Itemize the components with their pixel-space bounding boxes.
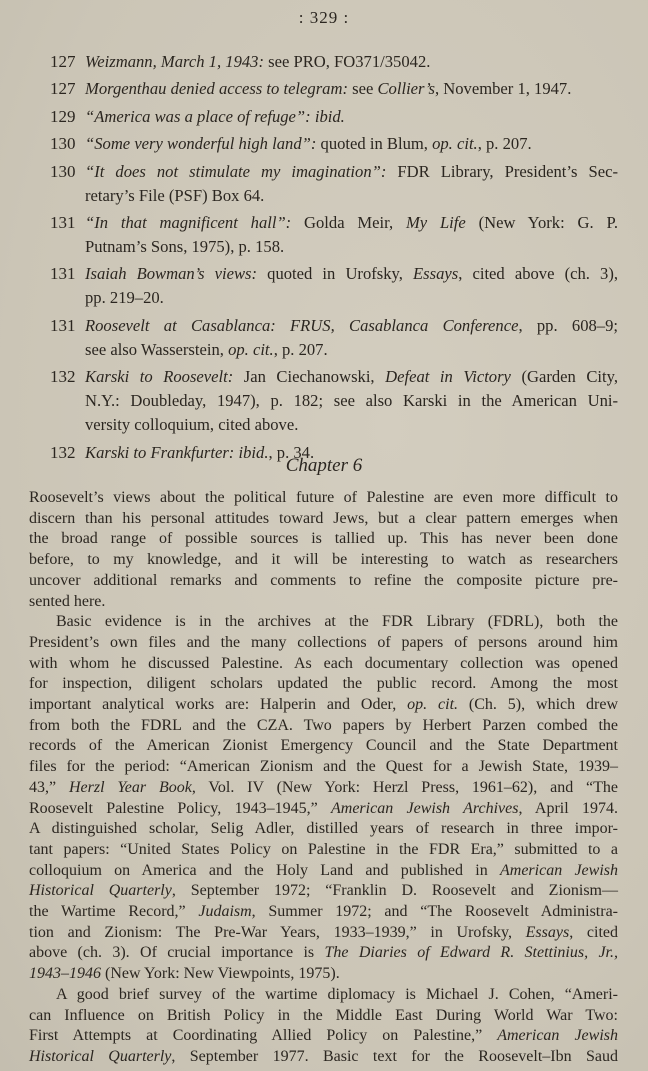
text-line: [85, 160, 618, 184]
note-page-ref: 129: [50, 106, 76, 126]
text-segment: important analytical works are: Halperin and Oder,: [29, 696, 408, 714]
text-segment: above (ch. 3). Of crucial importance is: [29, 944, 325, 962]
text-segment: , Vol. IV (New York: Herzl Press, 1961–62), and “The: [191, 778, 619, 796]
text-line: [29, 1026, 618, 1047]
italic-text: Karski to Frankfurter:: [85, 442, 235, 462]
note-page-ref: 131: [50, 264, 76, 284]
note-page-ref: 127: [50, 52, 76, 71]
chapter-heading: Chapter 6: [285, 455, 363, 476]
text-segment: see PRO, FO371/35042.: [263, 52, 431, 71]
note-entry: [50, 50, 618, 74]
text-segment: pp. 219–20.: [85, 288, 164, 308]
text-line: [29, 1047, 618, 1068]
text-segment: Basic evidence is in the archives at the FDR Library (FDRL), both the: [56, 613, 618, 631]
text-segment: from both the FDRL and the CZA. Two papers by Herbert Parzen combed the: [29, 716, 618, 734]
text-segment: President’s own files and the many collections of papers of persons around him: [29, 633, 618, 651]
text-segment: , Summer 1972; and “The Roosevelt Administra-: [251, 903, 619, 921]
text-line: [29, 674, 618, 695]
text-segment: colloquium on America and the Holy Land and published in: [29, 861, 500, 879]
text-segment: Putnam’s Sons, 1975), p. 158.: [85, 236, 285, 256]
paragraph: [29, 985, 618, 1068]
paragraph: [29, 488, 618, 612]
note-page-ref: 132: [50, 367, 76, 387]
text-segment: , cited above (ch. 3),: [458, 264, 618, 284]
text-segment: see: [347, 79, 378, 99]
notes-list: [50, 50, 618, 468]
text-line: [85, 105, 618, 129]
text-line: [29, 964, 618, 985]
note-entry: [50, 262, 618, 310]
note-text: [85, 211, 618, 259]
italic-text: Isaiah Bowman’s views:: [85, 264, 258, 284]
text-segment: (Ch. 5), which drew: [458, 696, 619, 714]
text-segment: versity colloquium, cited above.: [85, 415, 299, 435]
text-line: [29, 902, 618, 923]
text-line: [85, 211, 618, 235]
page-number: : 329 :: [298, 8, 350, 27]
text-segment: , September 1977. Basic text for the Roosevelt–Ibn Saud: [171, 1047, 618, 1065]
text-segment: (New York: G. P.: [465, 212, 618, 232]
note-text: [85, 50, 618, 74]
note-text: [85, 105, 618, 129]
text-segment: quoted in Urofsky,: [257, 264, 414, 284]
text-segment: tion and Zionism: The Pre-War Years, 1933–1939,” in Urofsky,: [29, 923, 526, 941]
text-segment: records of the American Zionist Emergency Council and the State Department: [29, 737, 618, 755]
italic-text: “In that magnificent hall”:: [85, 212, 292, 232]
text-segment: , pp. 608–9;: [518, 315, 618, 335]
text-line: [85, 286, 618, 310]
text-segment: quoted in Blum,: [316, 134, 433, 154]
text-line: [85, 338, 618, 362]
note-entry: [50, 77, 618, 101]
text-segment: discern than his personal attitudes toward Jews, but a clear pattern emerges when: [29, 509, 618, 527]
note-page-ref: 131: [50, 212, 76, 232]
note-entry: [50, 314, 618, 362]
note-entry: [50, 105, 618, 129]
text-line: [29, 612, 618, 633]
text-segment: , April 1974.: [518, 799, 618, 817]
italic-text: op. cit.: [228, 339, 274, 359]
text-line: [85, 365, 618, 389]
text-segment: before, to my knowledge, and it will be interesting to watch as researchers: [29, 551, 618, 569]
text-segment: , p. 207.: [273, 339, 328, 359]
text-segment: Jan Ciechanowski,: [233, 367, 386, 387]
italic-text: Morgenthau denied access to telegram:: [85, 79, 348, 99]
text-segment: , cited: [569, 923, 619, 941]
italic-text: American Jewish: [497, 1027, 618, 1045]
text-segment: (Garden City,: [510, 367, 619, 387]
text-line: [85, 262, 618, 286]
text-segment: files for the period: “American Zionism and the Quest for a Jewish State, 1939–: [29, 758, 618, 776]
italic-text: Roosevelt at Casablanca: FRUS, Casablanca Conference: [85, 315, 519, 335]
text-line: [85, 77, 618, 101]
italic-text: “It does not stimulate my imagination”:: [85, 161, 387, 181]
note-text: [85, 132, 618, 156]
text-line: [85, 413, 618, 437]
text-segment: N.Y.: Doubleday, 1947), p. 182; see also Karski in the American Uni-: [85, 391, 618, 411]
text-line: [29, 633, 618, 654]
note-entry: [50, 132, 618, 156]
note-text: [85, 160, 618, 208]
text-line: [29, 529, 618, 550]
text-segment: with whom he discussed Palestine. As each documentary collection was opened: [29, 654, 618, 672]
italic-text: ibid.: [314, 106, 345, 126]
italic-text: “Some very wonderful high land”:: [85, 134, 317, 154]
text-segment: A good brief survey of the wartime diplomacy is Michael J. Cohen, “Ameri-: [56, 985, 618, 1003]
text-line: [29, 819, 618, 840]
note-text: [85, 77, 618, 101]
italic-text: Essays: [413, 264, 459, 284]
text-line: [29, 509, 618, 530]
text-line: [29, 550, 618, 571]
text-line: [85, 235, 618, 259]
text-line: [29, 778, 618, 799]
text-segment: sented here.: [29, 592, 106, 610]
text-segment: , p. 34.: [268, 442, 315, 462]
text-segment: can Influence on British Policy in the Middle East During World War Two:: [29, 1006, 618, 1024]
text-line: [29, 985, 618, 1006]
note-entry: [50, 160, 618, 208]
italic-text: 1943–1946: [29, 965, 101, 983]
text-segment: A distinguished scholar, Selig Adler, distilled years of research in three impor-: [29, 820, 618, 838]
text-line: [85, 314, 618, 338]
note-entry: [50, 365, 618, 437]
text-segment: , November 1, 1947.: [434, 79, 572, 99]
text-segment: Golda Meir,: [291, 212, 406, 232]
italic-text: The Diaries of Edward R. Stettinius, Jr.,: [324, 944, 619, 962]
note-page-ref: 127: [50, 79, 76, 99]
text-segment: First Attempts at Coordinating Allied Policy on Palestine,”: [29, 1027, 498, 1045]
text-line: [29, 592, 618, 613]
italic-text: op. cit.: [432, 134, 478, 154]
note-text: [85, 314, 618, 362]
italic-text: American Jewish: [499, 861, 618, 879]
italic-text: Historical Quarterly: [29, 1047, 172, 1065]
text-segment: retary’s File (PSF) Box 64.: [85, 185, 265, 205]
text-line: [29, 840, 618, 861]
text-line: [29, 923, 618, 944]
italic-text: Judaism: [198, 903, 252, 921]
text-line: [29, 736, 618, 757]
text-line: [29, 881, 618, 902]
italic-text: American Jewish Archives: [330, 799, 519, 817]
text-line: [29, 1006, 618, 1027]
italic-text: My Life: [405, 212, 466, 232]
italic-text: Essays: [525, 923, 570, 941]
italic-text: Collier’s: [377, 79, 435, 99]
note-entry: [50, 211, 618, 259]
chapter-body-text: [29, 488, 618, 1068]
italic-text: Weizmann, March 1, 1943:: [85, 52, 264, 71]
italic-text: Herzl Year Book: [68, 778, 192, 796]
italic-text: “America was a place of refuge”:: [85, 106, 311, 126]
note-page-ref: 130: [50, 161, 76, 181]
text-line: [29, 488, 618, 509]
text-segment: uncover additional remarks and comments to refine the composite picture pre-: [29, 571, 618, 589]
note-page-ref: 130: [50, 134, 76, 154]
text-segment: FDR Library, President’s Sec-: [386, 161, 618, 181]
text-line: [29, 799, 618, 820]
text-segment: see also Wasserstein,: [85, 339, 229, 359]
text-segment: tant papers: “United States Policy on Palestine in the FDR Era,” submitted to a: [29, 840, 618, 858]
note-text: [85, 262, 618, 310]
text-line: [29, 861, 618, 882]
italic-text: ibid.: [238, 442, 269, 462]
text-segment: Roosevelt’s views about the political future of Palestine are even more difficult to: [29, 489, 618, 506]
text-segment: (New York: New Viewpoints, 1975).: [101, 965, 340, 983]
italic-text: Karski to Roosevelt:: [85, 367, 234, 387]
text-line: [29, 943, 618, 964]
text-segment: for inspection, diligent scholars updated the public record. Among the most: [29, 675, 618, 693]
text-segment: , p. 207.: [477, 134, 532, 154]
text-line: [29, 757, 618, 778]
text-segment: , September 1972; “Franklin D. Roosevelt and Zionism—: [171, 882, 619, 900]
text-segment: the broad range of possible sources is tallied up. This has never been done: [29, 530, 618, 548]
text-line: [85, 184, 618, 208]
text-line: [29, 654, 618, 675]
note-page-ref: 132: [50, 442, 76, 462]
text-segment: the Wartime Record,”: [29, 903, 199, 921]
text-line: [29, 695, 618, 716]
text-line: [85, 50, 618, 74]
text-line: [29, 716, 618, 737]
italic-text: Defeat in Victory: [385, 367, 511, 387]
paragraph: [29, 612, 618, 985]
text-segment: Roosevelt Palestine Policy, 1943–1945,”: [29, 799, 331, 817]
note-text: [85, 365, 618, 437]
text-line: [29, 571, 618, 592]
text-line: [85, 389, 618, 413]
note-page-ref: 131: [50, 315, 76, 335]
text-line: [85, 132, 618, 156]
italic-text: op. cit.: [407, 696, 459, 714]
italic-text: Historical Quarterly: [29, 882, 172, 900]
text-segment: 43,”: [29, 778, 69, 796]
